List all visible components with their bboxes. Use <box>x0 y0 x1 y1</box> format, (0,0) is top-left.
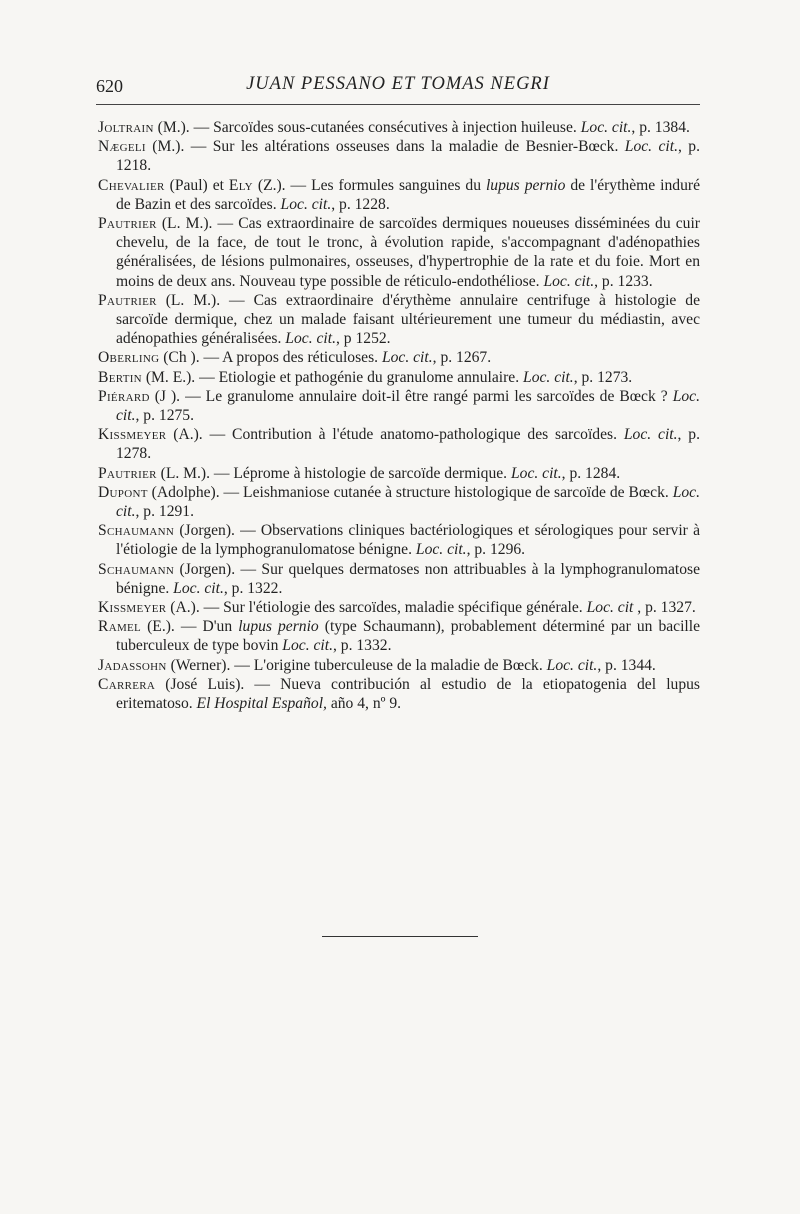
reference-text: (J ). — Le granulome annulaire doit-il être rangé parmi les sarcoïdes de Bœck ? <box>149 387 673 405</box>
reference-text: (Werner). — L'origine tuberculeuse de la maladie de Bœck. <box>166 656 547 674</box>
reference-entry <box>98 387 700 425</box>
reference-text: de l'érythème induré de Bazin et des sarcoïdes. <box>116 176 700 213</box>
reference-text: (José Luis). — Nueva contribución al estudio de la etiopatogenia del lupus eritematoso. <box>116 675 700 713</box>
reference-entry <box>98 348 700 367</box>
reference-text: (type Schaumann), probablement déterminé par un bacille tuberculeux de type bovin <box>116 618 700 655</box>
reference-author: Chevalier <box>98 176 165 194</box>
reference-author: Schaumann <box>98 522 175 540</box>
reference-italic: lupus pernio <box>485 176 566 194</box>
reference-author: Pautrier <box>98 464 157 482</box>
reference-text: (L. M.). — Léprome à histologie de sarcoïde dermique. <box>156 464 511 482</box>
reference-entry <box>98 368 700 387</box>
reference-text: , p. 1275. <box>135 407 194 425</box>
reference-text: (Jorgen). — Observations cliniques bactériologiques et sérologiques pour servir à l'étiologie de la lymphogranulomatose bénigne. <box>116 522 700 559</box>
reference-italic: Loc. cit. <box>173 579 224 597</box>
reference-text: (M. E.). — Etiologie et pathogénie du granulome annulaire. <box>141 368 524 386</box>
reference-entry <box>98 464 700 483</box>
reference-author: Kissmeyer <box>98 599 167 617</box>
reference-text: (Paul) et <box>164 176 229 194</box>
reference-entry <box>98 521 700 559</box>
reference-italic: Loc. cit. <box>282 637 333 655</box>
reference-text: (Jorgen). — Sur quelques dermatoses non attribuables à la lymphogranulomatose bénigne. <box>116 560 700 597</box>
reference-text: , p. 1344. <box>597 656 656 674</box>
reference-author: Carrera <box>98 675 156 693</box>
reference-text: (M.). — Sur les altérations osseuses dans la maladie de Besnier-Bœck. <box>145 138 625 156</box>
reference-text: , p. 1291. <box>135 503 194 521</box>
reference-entry <box>98 214 700 291</box>
reference-text: (A.). — Contribution à l'étude anatomo-pathologique des sarcoïdes. <box>166 426 624 444</box>
reference-author: Dupont <box>98 483 148 501</box>
reference-text: (Z.). — Les formules sanguines du <box>252 176 486 194</box>
reference-italic: El Hospital Español, <box>196 695 327 713</box>
reference-author: Schaumann <box>98 560 175 578</box>
reference-entry <box>98 483 700 521</box>
reference-author: Oberling <box>98 349 160 367</box>
reference-author: Kissmeyer <box>98 426 167 444</box>
reference-text: , p. 1267. <box>432 349 492 367</box>
reference-italic: Loc. cit <box>586 599 634 617</box>
page-number: 620 <box>96 76 123 96</box>
reference-text: año 4, nº 9. <box>326 695 402 713</box>
reference-entry <box>98 425 700 463</box>
reference-author: Pautrier <box>98 215 157 233</box>
reference-text: (Adolphe). — Leishmaniose cutanée à structure histologique de sarcoïde de Bœck. <box>147 483 673 501</box>
reference-italic: Loc. cit. <box>523 368 574 386</box>
reference-text: , p. 1284. <box>561 464 621 482</box>
reference-text: (M.). — Sarcoïdes sous-cutanées consécutives à injection huileuse. <box>153 119 581 136</box>
reference-author: Nægeli <box>98 138 146 156</box>
reference-entry <box>98 137 700 175</box>
reference-italic: Loc. cit. <box>510 464 562 482</box>
reference-author: Joltrain <box>98 119 154 136</box>
reference-italic: Loc. cit. <box>280 195 332 213</box>
reference-text: , p. 1278. <box>116 426 700 463</box>
reference-text: (L. M.). — Cas extraordinaire de sarcoïdes dermiques noueuses disséminées du cuir chevelu, de la face, de tout le tronc, à évolution rapide, s'accompagnant d'adénopathies généralisées, de lésions pulmonaires, osseuses, d'hypertrophie de la rate et du foie. Mort en moins de deux ans. Nouveau type possible de réticulo-endothéliose. <box>116 215 700 290</box>
reference-text: , p 1252. <box>335 330 391 348</box>
reference-author: Piérard <box>98 387 150 405</box>
closing-rule <box>322 936 478 937</box>
reference-text: , p. 1327. <box>633 599 696 617</box>
reference-italic: Loc. cit. <box>116 483 700 521</box>
reference-italic: Loc. cit. <box>623 426 678 444</box>
reference-italic: Loc. cit. <box>546 656 598 674</box>
reference-entry <box>98 617 700 655</box>
reference-text: , p. 1233. <box>594 272 653 290</box>
reference-coauthor: Ely <box>228 176 253 194</box>
reference-author: Ramel <box>98 618 142 636</box>
reference-text: , p. 1296. <box>466 541 526 559</box>
reference-text: , p. 1218. <box>116 138 700 175</box>
reference-entry <box>98 598 700 617</box>
reference-text: , p. 1384. <box>631 119 690 136</box>
running-header <box>96 72 700 102</box>
reference-author: Jadassohn <box>98 656 167 674</box>
reference-text: , p. 1332. <box>332 637 392 655</box>
reference-text: (E.). — D'un <box>141 618 239 636</box>
reference-text: , p. 1228. <box>331 195 390 213</box>
reference-italic: Loc. cit. <box>580 119 632 136</box>
reference-author: Pautrier <box>98 291 157 309</box>
reference-text: (L. M.). — Cas extraordinaire d'érythème annulaire centrifuge à histologie de sarcoïde dermique, chez un malade faisant ultérieurement une tumeur du médiastin, avec adénopathies généralisées. <box>116 291 700 348</box>
reference-entry <box>98 291 700 349</box>
reference-list <box>98 118 700 713</box>
reference-italic: Loc. cit. <box>285 330 336 348</box>
reference-italic: Loc. cit. <box>381 349 433 367</box>
reference-text: (A.). — Sur l'étiologie des sarcoïdes, maladie spécifique générale. <box>166 599 587 617</box>
reference-italic: Loc. cit. <box>543 272 595 290</box>
reference-text: , p. 1273. <box>573 368 633 386</box>
reference-italic: Loc. cit. <box>116 387 700 425</box>
reference-italic: Loc. cit. <box>624 138 678 156</box>
reference-entry <box>98 656 700 675</box>
header-rule <box>96 104 700 105</box>
running-title: JUAN PESSANO ET TOMAS NEGRI <box>246 74 550 94</box>
reference-entry <box>98 176 700 214</box>
reference-italic: Loc. cit. <box>415 541 467 559</box>
reference-author: Bertin <box>98 368 142 386</box>
reference-entry <box>98 118 700 137</box>
reference-entry <box>98 560 700 598</box>
reference-italic: lupus pernio <box>238 618 319 636</box>
reference-entry <box>98 675 700 713</box>
reference-text: , p. 1322. <box>223 579 283 597</box>
reference-text: (Ch ). — A propos des réticuloses. <box>159 349 382 367</box>
